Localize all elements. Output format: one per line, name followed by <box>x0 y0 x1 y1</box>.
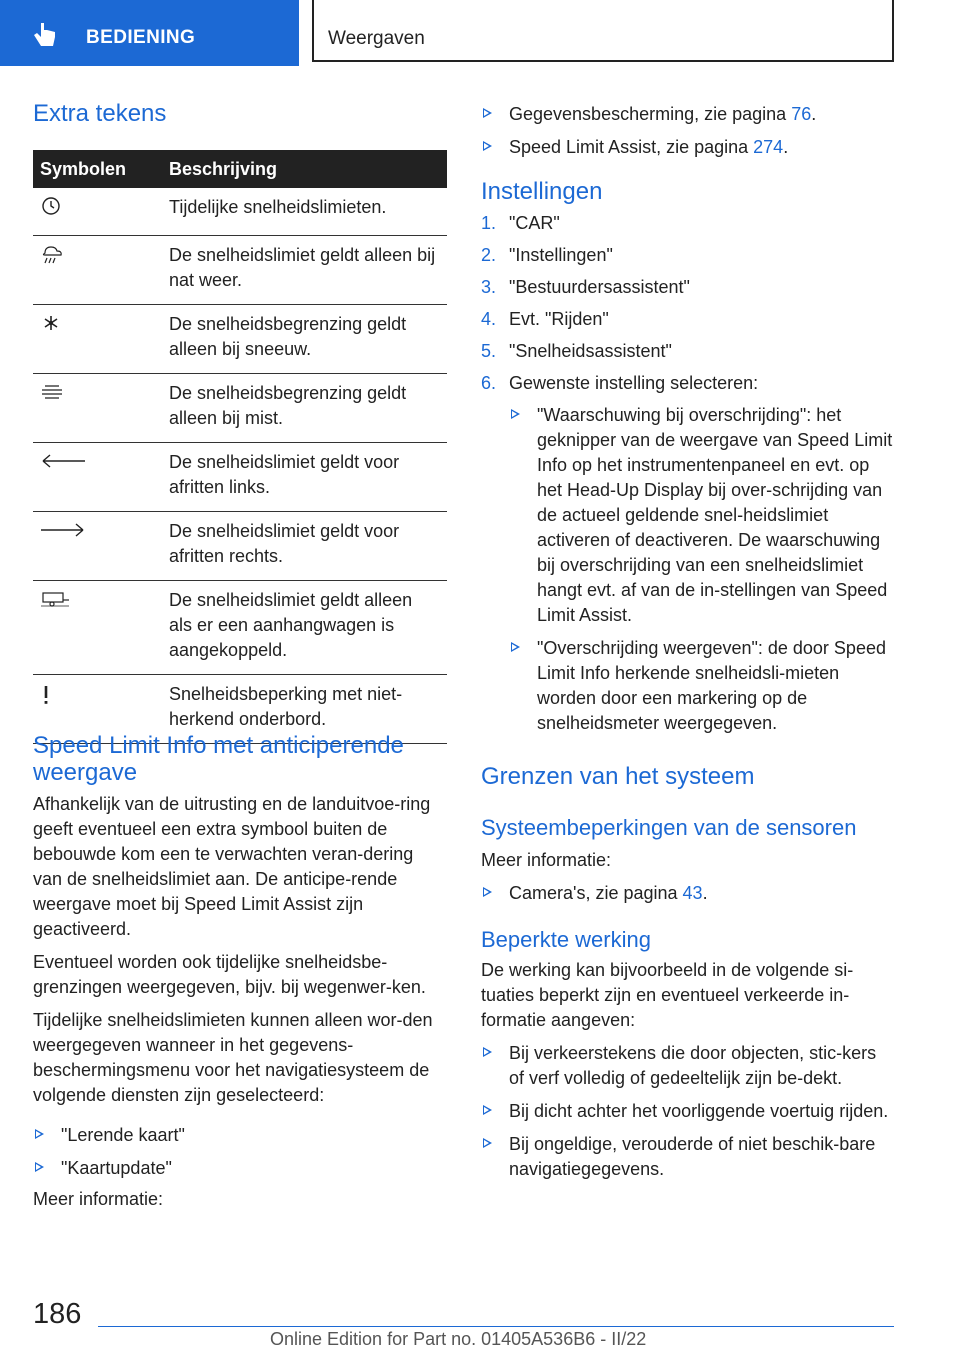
bullet-icon <box>511 642 520 652</box>
row-description: De snelheidslimiet geldt alleen bij nat weer. <box>169 236 447 305</box>
list-item: Bij ongeldige, verouderde of niet beschik-bare navigatiegegevens. <box>481 1132 895 1182</box>
step-item: 2. "Instellingen" <box>481 245 613 265</box>
table-row <box>33 236 447 305</box>
table-row <box>33 374 447 443</box>
table-row <box>33 581 447 675</box>
heading-sensoren: Systeembeperkingen van de sensoren <box>481 815 857 840</box>
sub-list-item: "Waarschuwing bij overschrijding": het geknipper van de weergave van Speed Limit Info op het instrumentenpaneel en evt. op het Head-Up Display bij over-schrijding van de actueel geldende snel-heidslimiet activeren of deactiveren. De waarschuwing bij overschrijding van een snelheidslimiet hangt evt. af van de in-stellingen van Speed Limit Assist. <box>509 403 895 628</box>
heading-beperkte-werking: Beperkte werking <box>481 927 651 952</box>
paragraph: De werking kan bijvoorbeeld in de volgende si-tuaties beperkt zijn en eventueel verkeerde in-formatie aangeven: <box>481 960 854 1030</box>
snowflake-icon <box>39 312 63 334</box>
step-item: 3. "Bestuurdersassistent" <box>481 277 690 297</box>
row-description: De snelheidslimiet geldt alleen als er een aanhangwagen is aangekoppeld. <box>169 581 447 675</box>
table-row <box>33 305 447 374</box>
table-row <box>33 443 447 512</box>
heading-grenzen: Grenzen van het systeem <box>481 763 755 790</box>
bullet-icon <box>483 1138 492 1148</box>
page-link[interactable]: 274 <box>753 137 784 157</box>
col-header-symbols: Symbolen <box>33 150 169 188</box>
heading-instellingen: Instellingen <box>481 178 603 205</box>
chapter-title: Weergaven <box>328 28 425 49</box>
row-description: De snelheidsbegrenzing geldt alleen bij mist. <box>169 374 447 443</box>
bullet-icon <box>483 887 492 897</box>
page-link[interactable]: 76 <box>791 104 812 124</box>
list-item: Bij verkeerstekens die door objecten, stic-kers of verf volledig of gedeeltelijk zijn be-dekt. <box>481 1041 895 1091</box>
footer-divider <box>98 1326 894 1327</box>
list-item: Speed Limit Assist, zie pagina 274. <box>481 135 895 160</box>
step-item: 1. "CAR" <box>481 213 560 233</box>
bullet-icon <box>483 108 492 118</box>
heading-extra-tekens: Extra tekens <box>33 100 167 127</box>
paragraph: Tijdelijke snelheidslimieten kunnen alleen wor-den weergegeven wanneer in het gegevens-beschermingsmenu voor het navigatiesysteem de volgende diensten zijn geselecteerd: <box>33 1010 433 1105</box>
footer-edition: Online Edition for Part no. 01405A536B6 - II/22 <box>270 1329 647 1349</box>
list-item: Gegevensbescherming, zie pagina 76. <box>481 102 895 127</box>
more-info-label: Meer informatie: <box>481 850 612 870</box>
list-item: Camera's, zie pagina 43. <box>481 881 895 906</box>
bullet-icon <box>483 141 492 151</box>
page-number: 186 <box>33 1298 82 1330</box>
bullet-icon <box>35 1162 44 1172</box>
hand-pointer-icon <box>30 20 60 50</box>
paragraph: Eventueel worden ook tijdelijke snelheidsbe-grenzingen weergegeven, bijv. bij wegenwer-ken. <box>33 952 426 997</box>
bullet-icon <box>483 1047 492 1057</box>
col-header-description: Beschrijving <box>169 150 447 188</box>
list-item: "Kaartupdate" <box>33 1156 447 1181</box>
rain-cloud-icon <box>39 243 65 267</box>
symbols-table <box>33 150 447 744</box>
heading-speed-limit-info: Speed Limit Info met anticiperende weergave <box>33 732 404 786</box>
clock-icon <box>39 195 63 217</box>
section-label: BEDIENING <box>86 27 196 48</box>
row-description: Tijdelijke snelheidslimieten. <box>169 188 447 236</box>
chapter-header <box>312 0 894 62</box>
step-item: 4. Evt. "Rijden" <box>481 309 609 329</box>
bullet-icon <box>35 1129 44 1139</box>
step-item: 5. "Snelheidsassistent" <box>481 341 672 361</box>
row-description: Snelheidsbeperking met niet-herkend onderbord. <box>169 675 447 744</box>
arrow-left-icon <box>39 450 87 472</box>
fog-icon <box>39 381 65 403</box>
arrow-right-icon <box>39 519 87 541</box>
table-row <box>33 188 447 236</box>
section-tab <box>0 0 299 66</box>
page-link[interactable]: 43 <box>682 883 703 903</box>
more-info-label: Meer informatie: <box>33 1189 164 1209</box>
exclamation-icon <box>39 682 53 706</box>
row-description: De snelheidslimiet geldt voor afritten links. <box>169 443 447 512</box>
bullet-icon <box>511 409 520 419</box>
row-description: De snelheidsbegrenzing geldt alleen bij sneeuw. <box>169 305 447 374</box>
bullet-icon <box>483 1105 492 1115</box>
list-item: "Lerende kaart" <box>33 1123 447 1148</box>
row-description: De snelheidslimiet geldt voor afritten rechts. <box>169 512 447 581</box>
sub-list-item: "Overschrijding weergeven": de door Speed Limit Info herkende snelheidsli-mieten worden door een markering op de snelheidsmeter weergegeven. <box>509 636 895 736</box>
list-item: Bij dicht achter het voorliggende voertuig rijden. <box>481 1099 895 1124</box>
paragraph: Afhankelijk van de uitrusting en de landuitvoe-ring geeft eventueel een extra symbool buiten de bebouwde kom een te verwachten veran-dering van de snelheidslimiet aan. De anticipe-rende weergave moet bij Speed Limit Assist zijn geactiveerd. <box>33 794 431 939</box>
trailer-icon <box>39 588 71 610</box>
table-row <box>33 512 447 581</box>
step-item: 6. Gewenste instelling selecteren: <box>481 373 759 393</box>
